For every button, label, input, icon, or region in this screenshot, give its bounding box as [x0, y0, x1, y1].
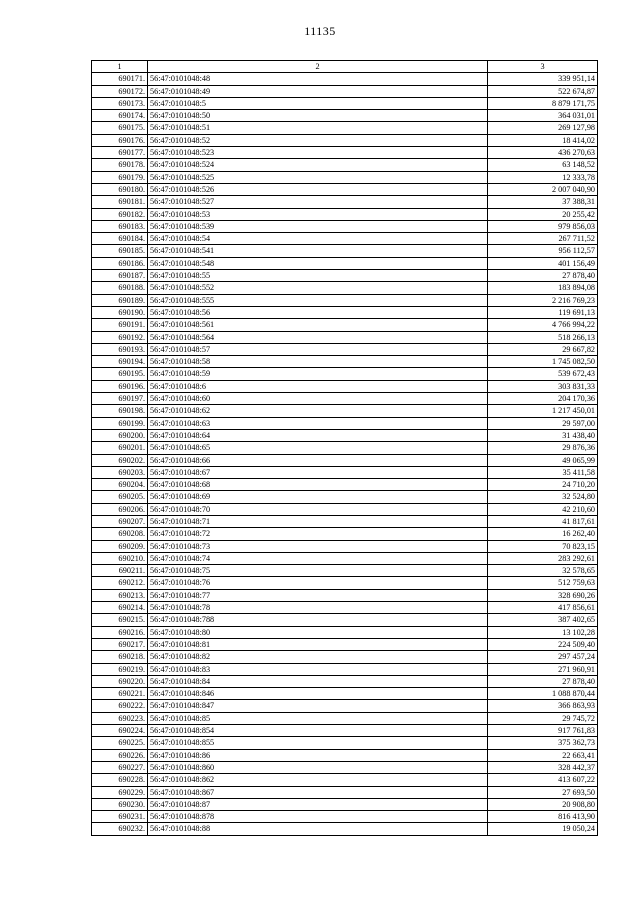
value-cell: 18 414,02: [488, 134, 598, 146]
value-cell: 518 266,13: [488, 331, 598, 343]
value-cell: 32 578,65: [488, 565, 598, 577]
row-number-cell: 690225.: [92, 737, 148, 749]
value-cell: 37 388,31: [488, 196, 598, 208]
row-number-cell: 690185.: [92, 245, 148, 257]
value-cell: 29 876,36: [488, 442, 598, 454]
table-row: [92, 761, 598, 773]
table-row: [92, 159, 598, 171]
row-number-cell: 690219.: [92, 663, 148, 675]
row-number-cell: 690205.: [92, 491, 148, 503]
cadastral-number-cell: 56:47:0101048:80: [148, 626, 488, 638]
cadastral-number-cell: 56:47:0101048:555: [148, 294, 488, 306]
cadastral-number-cell: 56:47:0101048:86: [148, 749, 488, 761]
row-number-cell: 690200.: [92, 429, 148, 441]
cadastral-number-cell: 56:47:0101048:63: [148, 417, 488, 429]
row-number-cell: 690195.: [92, 368, 148, 380]
row-number-cell: 690198.: [92, 405, 148, 417]
table-row: [92, 196, 598, 208]
cadastral-number-cell: 56:47:0101048:70: [148, 503, 488, 515]
value-cell: 119 691,13: [488, 306, 598, 318]
value-cell: 512 759,63: [488, 577, 598, 589]
table-row: [92, 614, 598, 626]
cadastral-number-cell: 56:47:0101048:50: [148, 110, 488, 122]
table-row: [92, 122, 598, 134]
cadastral-number-cell: 56:47:0101048:855: [148, 737, 488, 749]
cadastral-number-cell: 56:47:0101048:88: [148, 823, 488, 835]
row-number-cell: 690229.: [92, 786, 148, 798]
cadastral-number-cell: 56:47:0101048:81: [148, 638, 488, 650]
row-number-cell: 690176.: [92, 134, 148, 146]
table-row: [92, 183, 598, 195]
table-row: [92, 442, 598, 454]
row-number-cell: 690194.: [92, 356, 148, 368]
table-row: [92, 270, 598, 282]
value-cell: 183 894,08: [488, 282, 598, 294]
table-row: [92, 774, 598, 786]
value-cell: 41 817,61: [488, 515, 598, 527]
row-number-cell: 690227.: [92, 761, 148, 773]
table-row: [92, 306, 598, 318]
table-row: [92, 651, 598, 663]
row-number-cell: 690181.: [92, 196, 148, 208]
value-cell: 2 007 040,90: [488, 183, 598, 195]
value-cell: 267 711,52: [488, 233, 598, 245]
value-cell: 283 292,61: [488, 552, 598, 564]
cadastral-number-cell: 56:47:0101048:523: [148, 147, 488, 159]
value-cell: 2 216 769,23: [488, 294, 598, 306]
table-row: [92, 552, 598, 564]
cadastral-number-cell: 56:47:0101048:57: [148, 343, 488, 355]
cadastral-number-cell: 56:47:0101048:564: [148, 331, 488, 343]
value-cell: 4 766 994,22: [488, 319, 598, 331]
registry-table: [91, 60, 598, 836]
table-row: [92, 675, 598, 687]
table-row: [92, 405, 598, 417]
table-row: [92, 725, 598, 737]
row-number-cell: 690182.: [92, 208, 148, 220]
value-cell: 35 411,58: [488, 466, 598, 478]
value-cell: 413 607,22: [488, 774, 598, 786]
row-number-cell: 690226.: [92, 749, 148, 761]
table-row: [92, 749, 598, 761]
value-cell: 32 524,80: [488, 491, 598, 503]
cadastral-number-cell: 56:47:0101048:87: [148, 798, 488, 810]
cadastral-number-cell: 56:47:0101048:539: [148, 220, 488, 232]
row-number-cell: 690204.: [92, 479, 148, 491]
table-row: [92, 393, 598, 405]
table-row: [92, 245, 598, 257]
cadastral-number-cell: 56:47:0101048:5: [148, 97, 488, 109]
row-number-cell: 690197.: [92, 393, 148, 405]
cadastral-number-cell: 56:47:0101048:541: [148, 245, 488, 257]
row-number-cell: 690224.: [92, 725, 148, 737]
row-number-cell: 690201.: [92, 442, 148, 454]
table-row: [92, 134, 598, 146]
cadastral-number-cell: 56:47:0101048:860: [148, 761, 488, 773]
row-number-cell: 690210.: [92, 552, 148, 564]
row-number-cell: 690207.: [92, 515, 148, 527]
row-number-cell: 690172.: [92, 85, 148, 97]
cadastral-number-cell: 56:47:0101048:854: [148, 725, 488, 737]
table-row: [92, 638, 598, 650]
cadastral-number-cell: 56:47:0101048:76: [148, 577, 488, 589]
table-row: [92, 811, 598, 823]
cadastral-number-cell: 56:47:0101048:67: [148, 466, 488, 478]
table-row: [92, 479, 598, 491]
value-cell: 224 509,40: [488, 638, 598, 650]
cadastral-number-cell: 56:47:0101048:78: [148, 602, 488, 614]
table-row: [92, 208, 598, 220]
page-number: 11135: [304, 24, 336, 38]
cadastral-number-cell: 56:47:0101048:527: [148, 196, 488, 208]
table-row: [92, 602, 598, 614]
cadastral-number-cell: 56:47:0101048:867: [148, 786, 488, 798]
value-cell: 13 102,28: [488, 626, 598, 638]
row-number-cell: 690183.: [92, 220, 148, 232]
cadastral-number-cell: 56:47:0101048:55: [148, 270, 488, 282]
row-number-cell: 690188.: [92, 282, 148, 294]
value-cell: 816 413,90: [488, 811, 598, 823]
value-cell: 328 442,37: [488, 761, 598, 773]
row-number-cell: 690186.: [92, 257, 148, 269]
value-cell: 27 693,50: [488, 786, 598, 798]
table-row: [92, 823, 598, 835]
table-body: [92, 73, 598, 835]
value-cell: 339 951,14: [488, 73, 598, 85]
cadastral-number-cell: 56:47:0101048:60: [148, 393, 488, 405]
row-number-cell: 690211.: [92, 565, 148, 577]
table-row: [92, 528, 598, 540]
table-row: [92, 257, 598, 269]
table-row: [92, 97, 598, 109]
row-number-cell: 690191.: [92, 319, 148, 331]
table-row: [92, 466, 598, 478]
table-row: [92, 712, 598, 724]
column-header-2: 2: [148, 61, 488, 73]
row-number-cell: 690190.: [92, 306, 148, 318]
row-number-cell: 690203.: [92, 466, 148, 478]
cadastral-number-cell: 56:47:0101048:54: [148, 233, 488, 245]
value-cell: 917 761,83: [488, 725, 598, 737]
table-row: [92, 491, 598, 503]
cadastral-number-cell: 56:47:0101048:526: [148, 183, 488, 195]
value-cell: 539 672,43: [488, 368, 598, 380]
value-cell: 42 210,60: [488, 503, 598, 515]
table-row: [92, 577, 598, 589]
row-number-cell: 690209.: [92, 540, 148, 552]
cadastral-number-cell: 56:47:0101048:64: [148, 429, 488, 441]
cadastral-number-cell: 56:47:0101048:878: [148, 811, 488, 823]
table-row: [92, 688, 598, 700]
value-cell: 328 690,26: [488, 589, 598, 601]
cadastral-number-cell: 56:47:0101048:846: [148, 688, 488, 700]
value-cell: 31 438,40: [488, 429, 598, 441]
cadastral-number-cell: 56:47:0101048:72: [148, 528, 488, 540]
value-cell: 269 127,98: [488, 122, 598, 134]
row-number-cell: 690192.: [92, 331, 148, 343]
cadastral-number-cell: 56:47:0101048:82: [148, 651, 488, 663]
row-number-cell: 690206.: [92, 503, 148, 515]
value-cell: 375 362,73: [488, 737, 598, 749]
table-row: [92, 220, 598, 232]
value-cell: 1 217 450,01: [488, 405, 598, 417]
row-number-cell: 690222.: [92, 700, 148, 712]
cadastral-number-cell: 56:47:0101048:52: [148, 134, 488, 146]
table-row: [92, 331, 598, 343]
table-row: [92, 380, 598, 392]
cadastral-number-cell: 56:47:0101048:62: [148, 405, 488, 417]
table-row: [92, 147, 598, 159]
table-row: [92, 589, 598, 601]
table-row: [92, 737, 598, 749]
cadastral-number-cell: 56:47:0101048:862: [148, 774, 488, 786]
value-cell: 417 856,61: [488, 602, 598, 614]
value-cell: 271 960,91: [488, 663, 598, 675]
value-cell: 387 402,65: [488, 614, 598, 626]
row-number-cell: 690230.: [92, 798, 148, 810]
row-number-cell: 690218.: [92, 651, 148, 663]
table-row: [92, 540, 598, 552]
cadastral-number-cell: 56:47:0101048:68: [148, 479, 488, 491]
cadastral-number-cell: 56:47:0101048:788: [148, 614, 488, 626]
cadastral-number-cell: 56:47:0101048:85: [148, 712, 488, 724]
cadastral-number-cell: 56:47:0101048:6: [148, 380, 488, 392]
value-cell: 29 597,00: [488, 417, 598, 429]
value-cell: 29 745,72: [488, 712, 598, 724]
value-cell: 63 148,52: [488, 159, 598, 171]
table-row: [92, 233, 598, 245]
table-row: [92, 343, 598, 355]
table-row: [92, 368, 598, 380]
row-number-cell: 690217.: [92, 638, 148, 650]
value-cell: 16 262,40: [488, 528, 598, 540]
column-header-1: 1: [92, 61, 148, 73]
value-cell: 366 863,93: [488, 700, 598, 712]
row-number-cell: 690189.: [92, 294, 148, 306]
row-number-cell: 690184.: [92, 233, 148, 245]
table-row: [92, 700, 598, 712]
table-row: [92, 282, 598, 294]
value-cell: 24 710,20: [488, 479, 598, 491]
cadastral-number-cell: 56:47:0101048:56: [148, 306, 488, 318]
table-row: [92, 515, 598, 527]
cadastral-number-cell: 56:47:0101048:525: [148, 171, 488, 183]
cadastral-number-cell: 56:47:0101048:71: [148, 515, 488, 527]
table-row: [92, 565, 598, 577]
value-cell: 22 663,41: [488, 749, 598, 761]
cadastral-number-cell: 56:47:0101048:66: [148, 454, 488, 466]
row-number-cell: 690173.: [92, 97, 148, 109]
row-number-cell: 690232.: [92, 823, 148, 835]
row-number-cell: 690202.: [92, 454, 148, 466]
row-number-cell: 690220.: [92, 675, 148, 687]
value-cell: 1 745 082,50: [488, 356, 598, 368]
row-number-cell: 690228.: [92, 774, 148, 786]
row-number-cell: 690175.: [92, 122, 148, 134]
row-number-cell: 690231.: [92, 811, 148, 823]
cadastral-number-cell: 56:47:0101048:84: [148, 675, 488, 687]
row-number-cell: 690199.: [92, 417, 148, 429]
value-cell: 49 065,99: [488, 454, 598, 466]
value-cell: 979 856,03: [488, 220, 598, 232]
value-cell: 401 156,49: [488, 257, 598, 269]
row-number-cell: 690180.: [92, 183, 148, 195]
row-number-cell: 690174.: [92, 110, 148, 122]
value-cell: 19 050,24: [488, 823, 598, 835]
value-cell: 29 667,82: [488, 343, 598, 355]
value-cell: 364 031,01: [488, 110, 598, 122]
row-number-cell: 690213.: [92, 589, 148, 601]
value-cell: 20 908,80: [488, 798, 598, 810]
value-cell: 303 831,33: [488, 380, 598, 392]
cadastral-number-cell: 56:47:0101048:49: [148, 85, 488, 97]
row-number-cell: 690214.: [92, 602, 148, 614]
value-cell: 204 170,36: [488, 393, 598, 405]
cadastral-number-cell: 56:47:0101048:524: [148, 159, 488, 171]
value-cell: 436 270,63: [488, 147, 598, 159]
cadastral-number-cell: 56:47:0101048:48: [148, 73, 488, 85]
cadastral-number-cell: 56:47:0101048:59: [148, 368, 488, 380]
cadastral-number-cell: 56:47:0101048:552: [148, 282, 488, 294]
row-number-cell: 690178.: [92, 159, 148, 171]
row-number-cell: 690179.: [92, 171, 148, 183]
cadastral-number-cell: 56:47:0101048:65: [148, 442, 488, 454]
table-row: [92, 503, 598, 515]
cadastral-number-cell: 56:47:0101048:83: [148, 663, 488, 675]
table-row: [92, 798, 598, 810]
table-header-row: [92, 61, 598, 73]
table-row: [92, 417, 598, 429]
table-row: [92, 786, 598, 798]
value-cell: 297 457,24: [488, 651, 598, 663]
row-number-cell: 690221.: [92, 688, 148, 700]
value-cell: 1 088 870,44: [488, 688, 598, 700]
value-cell: 956 112,57: [488, 245, 598, 257]
table-row: [92, 319, 598, 331]
cadastral-number-cell: 56:47:0101048:847: [148, 700, 488, 712]
cadastral-number-cell: 56:47:0101048:77: [148, 589, 488, 601]
cadastral-number-cell: 56:47:0101048:58: [148, 356, 488, 368]
row-number-cell: 690208.: [92, 528, 148, 540]
table-row: [92, 171, 598, 183]
cadastral-number-cell: 56:47:0101048:561: [148, 319, 488, 331]
value-cell: 27 878,40: [488, 675, 598, 687]
table-row: [92, 110, 598, 122]
cadastral-number-cell: 56:47:0101048:53: [148, 208, 488, 220]
row-number-cell: 690223.: [92, 712, 148, 724]
table-row: [92, 429, 598, 441]
table-row: [92, 294, 598, 306]
row-number-cell: 690171.: [92, 73, 148, 85]
value-cell: 27 878,40: [488, 270, 598, 282]
cadastral-number-cell: 56:47:0101048:69: [148, 491, 488, 503]
value-cell: 20 255,42: [488, 208, 598, 220]
cadastral-number-cell: 56:47:0101048:51: [148, 122, 488, 134]
row-number-cell: 690187.: [92, 270, 148, 282]
value-cell: 12 333,78: [488, 171, 598, 183]
cadastral-number-cell: 56:47:0101048:73: [148, 540, 488, 552]
cadastral-number-cell: 56:47:0101048:74: [148, 552, 488, 564]
value-cell: 70 823,15: [488, 540, 598, 552]
cadastral-number-cell: 56:47:0101048:548: [148, 257, 488, 269]
table-row: [92, 85, 598, 97]
row-number-cell: 690177.: [92, 147, 148, 159]
table-row: [92, 454, 598, 466]
table-row: [92, 73, 598, 85]
row-number-cell: 690212.: [92, 577, 148, 589]
value-cell: 522 674,87: [488, 85, 598, 97]
table-row: [92, 626, 598, 638]
value-cell: 8 879 171,75: [488, 97, 598, 109]
row-number-cell: 690216.: [92, 626, 148, 638]
table-row: [92, 663, 598, 675]
row-number-cell: 690196.: [92, 380, 148, 392]
cadastral-number-cell: 56:47:0101048:75: [148, 565, 488, 577]
column-header-3: 3: [488, 61, 598, 73]
row-number-cell: 690193.: [92, 343, 148, 355]
row-number-cell: 690215.: [92, 614, 148, 626]
table-row: [92, 356, 598, 368]
